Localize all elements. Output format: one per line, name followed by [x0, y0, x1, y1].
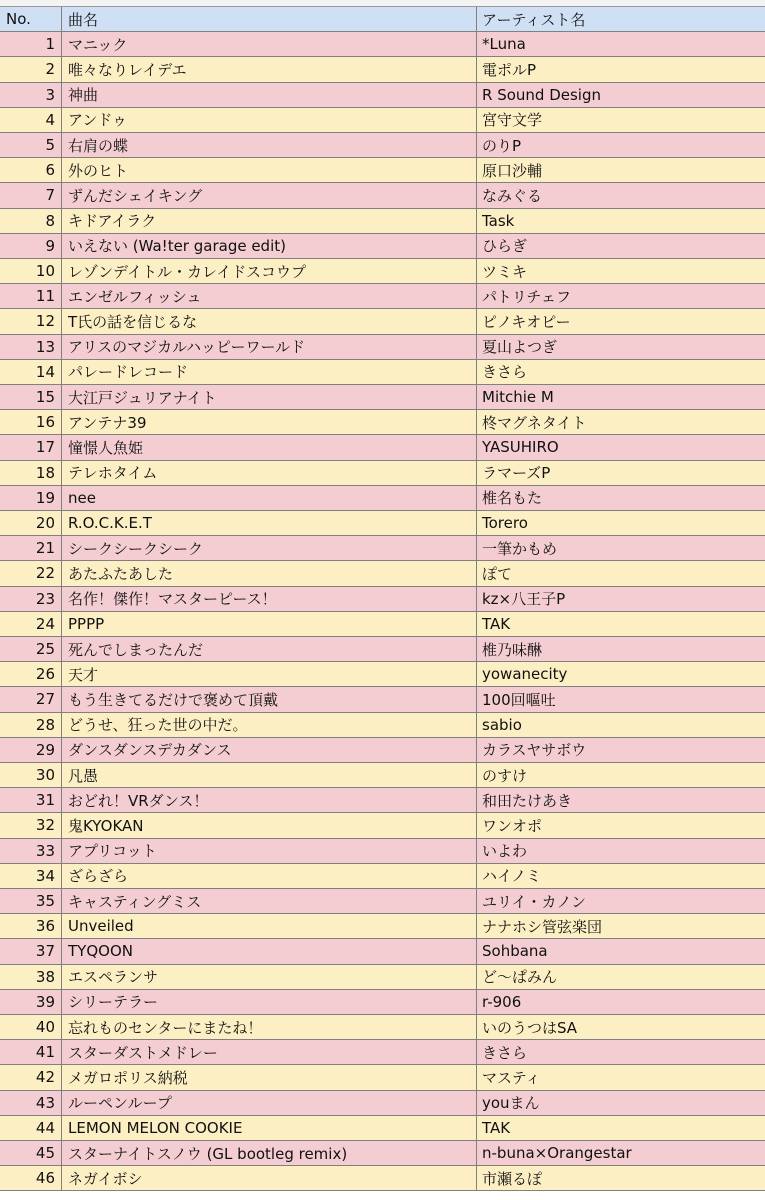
cell-title[interactable]: アリスのマジカルハッピーワールド	[62, 335, 477, 359]
table-row[interactable]	[0, 57, 765, 82]
cell-artist[interactable]: 椎乃味醂	[482, 640, 543, 659]
cell-artist[interactable]: ツミキ	[482, 262, 528, 281]
cell-title[interactable]: ネガイボシ	[62, 1166, 477, 1190]
table-row[interactable]	[0, 259, 765, 284]
cell-title[interactable]: 外のヒト	[62, 158, 477, 182]
cell-artist[interactable]: ナナホシ管弦楽団	[482, 917, 603, 936]
cell-no[interactable]: 12	[0, 309, 62, 333]
cell-artist[interactable]: ハイノミ	[482, 867, 542, 886]
table-row[interactable]	[0, 1166, 765, 1191]
cell-title[interactable]: 鬼KYOKAN	[62, 813, 477, 837]
cell-artist[interactable]: きさら	[482, 363, 528, 382]
cell-title[interactable]: アンドゥ	[62, 108, 477, 132]
cell-title[interactable]: レゾンデイトル・カレイドスコウプ	[62, 259, 477, 283]
table-row[interactable]	[0, 32, 765, 57]
cell-no[interactable]: 46	[0, 1166, 62, 1190]
cell-title[interactable]: 天才	[62, 662, 477, 686]
cell-no[interactable]: No.	[0, 7, 62, 31]
table-row[interactable]	[0, 1141, 765, 1166]
cell-artist[interactable]: いのうつはSA	[482, 1018, 578, 1037]
cell-artist[interactable]: ピノキオピー	[482, 312, 571, 331]
table-row[interactable]	[0, 183, 765, 208]
cell-title[interactable]: TYQOON	[62, 939, 477, 963]
cell-artist[interactable]: マスティ	[482, 1068, 541, 1087]
cell-no[interactable]: 3	[0, 83, 62, 107]
cell-no[interactable]: 21	[0, 536, 62, 560]
table-row[interactable]	[0, 839, 765, 864]
cell-artist[interactable]: ユリイ・カノン	[482, 892, 586, 911]
cell-no[interactable]: 30	[0, 763, 62, 787]
cell-title[interactable]: あたふたあした	[62, 561, 477, 585]
cell-artist[interactable]: R Sound Design	[482, 85, 601, 104]
table-row[interactable]	[0, 486, 765, 511]
table-row[interactable]	[0, 536, 765, 561]
cell-artist[interactable]: YASUHIRO	[482, 438, 559, 457]
cell-artist[interactable]: Mitchie M	[482, 388, 554, 407]
cell-title[interactable]: ざらざら	[62, 864, 477, 888]
cell-artist[interactable]: なみぐる	[482, 186, 543, 205]
cell-no[interactable]: 33	[0, 839, 62, 863]
table-row[interactable]	[0, 83, 765, 108]
cell-artist[interactable]: 電ポルP	[482, 60, 537, 79]
table-row[interactable]	[0, 158, 765, 183]
cell-artist[interactable]: youまん	[482, 1094, 540, 1113]
cell-title[interactable]: シークシークシーク	[62, 536, 477, 560]
cell-title[interactable]: 右肩の蝶	[62, 133, 477, 157]
sheet-top-edge	[0, 0, 765, 7]
table-row[interactable]	[0, 133, 765, 158]
table-row[interactable]	[0, 713, 765, 738]
cell-no[interactable]: 32	[0, 813, 62, 837]
header-row[interactable]	[0, 7, 765, 32]
cell-artist[interactable]: *Luna	[482, 35, 526, 54]
cell-title[interactable]: ダンスダンスデカダンス	[62, 738, 477, 762]
cell-artist[interactable]: 和田たけあき	[482, 791, 573, 810]
cell-title[interactable]: PPPP	[62, 612, 477, 636]
table-row[interactable]	[0, 108, 765, 133]
cell-artist[interactable]: きさら	[482, 1043, 528, 1062]
cell-no[interactable]: 26	[0, 662, 62, 686]
cell-no[interactable]: 38	[0, 965, 62, 989]
cell-artist[interactable]: 宮守文学	[482, 111, 543, 130]
cell-artist[interactable]: ど〜ぱみん	[482, 968, 558, 987]
table-row[interactable]	[0, 1065, 765, 1090]
cell-title[interactable]: スターナイトスノウ (GL bootleg remix)	[62, 1141, 477, 1165]
cell-title[interactable]: 凡愚	[62, 763, 477, 787]
table-row[interactable]	[0, 309, 765, 334]
table-row[interactable]	[0, 511, 765, 536]
table-row[interactable]	[0, 990, 765, 1015]
cell-title[interactable]: おどれ！VRダンス！	[62, 788, 477, 812]
cell-no[interactable]: 35	[0, 889, 62, 913]
table-row[interactable]	[0, 637, 765, 662]
cell-no[interactable]: 29	[0, 738, 62, 762]
cell-title[interactable]: パレードレコード	[62, 360, 477, 384]
cell-no[interactable]: 23	[0, 587, 62, 611]
cell-title[interactable]: どうせ、狂った世の中だ。	[62, 713, 477, 737]
table-row[interactable]	[0, 662, 765, 687]
cell-no[interactable]: 16	[0, 410, 62, 434]
cell-no[interactable]: 8	[0, 209, 62, 233]
cell-no[interactable]: 31	[0, 788, 62, 812]
cell-artist[interactable]: ワンオポ	[482, 816, 543, 835]
cell-no[interactable]: 37	[0, 939, 62, 963]
cell-artist[interactable]: 一筆かもめ	[482, 539, 558, 558]
cell-title[interactable]: いえない (Wa!ter garage edit)	[62, 234, 477, 258]
cell-artist[interactable]: yowanecity	[482, 665, 568, 684]
table-row[interactable]	[0, 612, 765, 637]
table-row[interactable]	[0, 864, 765, 889]
cell-artist[interactable]: 100回嘔吐	[482, 690, 556, 709]
cell-no[interactable]: 5	[0, 133, 62, 157]
table-row[interactable]	[0, 284, 765, 309]
cell-no[interactable]: 11	[0, 284, 62, 308]
cell-title[interactable]: エスペランサ	[62, 965, 477, 989]
cell-artist[interactable]: パトリチェフ	[482, 287, 571, 306]
cell-no[interactable]: 41	[0, 1040, 62, 1064]
cell-title[interactable]: nee	[62, 486, 477, 510]
cell-title[interactable]: 神曲	[62, 83, 477, 107]
table-row[interactable]	[0, 763, 765, 788]
cell-no[interactable]: 15	[0, 385, 62, 409]
cell-artist[interactable]: のりP	[482, 136, 522, 155]
cell-artist[interactable]: 原口沙輔	[482, 161, 543, 180]
cell-artist[interactable]: sabio	[482, 715, 522, 734]
cell-no[interactable]: 1	[0, 32, 62, 56]
cell-title[interactable]: シリーテラー	[62, 990, 477, 1014]
cell-artist[interactable]: r-906	[482, 992, 522, 1011]
cell-artist[interactable]: 椎名もた	[482, 489, 543, 508]
cell-artist[interactable]: のすけ	[482, 766, 528, 785]
cell-title[interactable]: スターダストメドレー	[62, 1040, 477, 1064]
cell-artist[interactable]: 柊マグネタイト	[482, 413, 587, 432]
cell-no[interactable]: 10	[0, 259, 62, 283]
table-row[interactable]	[0, 410, 765, 435]
cell-artist[interactable]: ラマーズP	[482, 464, 551, 483]
table-row[interactable]	[0, 335, 765, 360]
cell-no[interactable]: 34	[0, 864, 62, 888]
cell-no[interactable]: 28	[0, 713, 62, 737]
cell-artist[interactable]: Torero	[482, 514, 528, 533]
cell-title[interactable]: 忘れものセンターにまたね！	[62, 1015, 477, 1039]
cell-title[interactable]: キャスティングミス	[62, 889, 477, 913]
table-row[interactable]	[0, 234, 765, 259]
cell-title[interactable]: 名作！傑作！マスターピース！	[62, 587, 477, 611]
cell-no[interactable]: 9	[0, 234, 62, 258]
cell-title[interactable]: Unveiled	[62, 914, 477, 938]
cell-no[interactable]: 39	[0, 990, 62, 1014]
cell-title[interactable]: エンゼルフィッシュ	[62, 284, 477, 308]
cell-no[interactable]: 42	[0, 1065, 62, 1089]
table-row[interactable]	[0, 788, 765, 813]
cell-title[interactable]: アプリコット	[62, 839, 477, 863]
cell-title[interactable]: R.O.C.K.E.T	[62, 511, 477, 535]
cell-no[interactable]: 17	[0, 435, 62, 459]
table-row[interactable]	[0, 889, 765, 914]
cell-no[interactable]: 40	[0, 1015, 62, 1039]
table-row[interactable]	[0, 461, 765, 486]
table-row[interactable]	[0, 1040, 765, 1065]
table-row[interactable]	[0, 914, 765, 939]
cell-title[interactable]: テレホタイム	[62, 461, 477, 485]
cell-artist[interactable]: カラスヤサボウ	[482, 741, 587, 760]
table-row[interactable]	[0, 587, 765, 612]
cell-no[interactable]: 13	[0, 335, 62, 359]
cell-artist[interactable]: TAK	[482, 1118, 511, 1137]
table-row[interactable]	[0, 1091, 765, 1116]
cell-no[interactable]: 18	[0, 461, 62, 485]
cell-title[interactable]: ルーペンループ	[62, 1091, 477, 1115]
cell-no[interactable]: 20	[0, 511, 62, 535]
cell-title[interactable]: 憧憬人魚姫	[62, 435, 477, 459]
cell-no[interactable]: 4	[0, 108, 62, 132]
cell-title[interactable]: マニック	[62, 32, 477, 56]
cell-no[interactable]: 36	[0, 914, 62, 938]
table-row[interactable]	[0, 1015, 765, 1040]
cell-no[interactable]: 25	[0, 637, 62, 661]
table-row[interactable]	[0, 360, 765, 385]
table-row[interactable]	[0, 561, 765, 586]
cell-title[interactable]: LEMON MELON COOKIE	[62, 1116, 477, 1140]
table-row[interactable]	[0, 813, 765, 838]
cell-title[interactable]: 大江戸ジュリアナイト	[62, 385, 477, 409]
cell-no[interactable]: 24	[0, 612, 62, 636]
cell-title[interactable]: ずんだシェイキング	[62, 183, 477, 207]
table-row[interactable]	[0, 939, 765, 964]
cell-title[interactable]: アンテナ39	[62, 410, 477, 434]
cell-artist[interactable]: ぽて	[482, 564, 513, 583]
cell-no[interactable]: 27	[0, 687, 62, 711]
cell-title[interactable]: もう生きてるだけで褒めて頂戴	[62, 687, 477, 711]
table-row[interactable]	[0, 687, 765, 712]
cell-artist[interactable]: n-buna×Orangestar	[482, 1144, 632, 1163]
cell-title[interactable]: メガロポリス納税	[62, 1065, 477, 1089]
cell-artist[interactable]: Sohbana	[482, 942, 548, 961]
cell-no[interactable]: 14	[0, 360, 62, 384]
cell-no[interactable]: 19	[0, 486, 62, 510]
cell-title[interactable]: 曲名	[62, 7, 477, 31]
cell-artist[interactable]: Task	[482, 211, 515, 230]
cell-title[interactable]: T氏の話を信じるな	[62, 309, 477, 333]
cell-artist[interactable]: アーティスト名	[482, 10, 586, 29]
cell-artist[interactable]: TAK	[482, 614, 511, 633]
cell-artist[interactable]: 市瀬るぽ	[482, 1169, 543, 1188]
cell-no[interactable]: 6	[0, 158, 62, 182]
table-row[interactable]	[0, 385, 765, 410]
cell-no[interactable]: 43	[0, 1091, 62, 1115]
table-row[interactable]	[0, 1116, 765, 1141]
cell-title[interactable]: キドアイラク	[62, 209, 477, 233]
cell-artist[interactable]: kz×八王子P	[482, 590, 566, 609]
cell-title[interactable]: 唯々なりレイデエ	[62, 57, 477, 81]
cell-no[interactable]: 2	[0, 57, 62, 81]
cell-no[interactable]: 45	[0, 1141, 62, 1165]
cell-artist[interactable]: 夏山よつぎ	[482, 338, 558, 357]
table-row[interactable]	[0, 965, 765, 990]
table-row[interactable]	[0, 209, 765, 234]
cell-artist[interactable]: ひらぎ	[482, 237, 528, 256]
cell-title[interactable]: 死んでしまったんだ	[62, 637, 477, 661]
cell-no[interactable]: 22	[0, 561, 62, 585]
table-row[interactable]	[0, 435, 765, 460]
cell-no[interactable]: 7	[0, 183, 62, 207]
table-row[interactable]	[0, 738, 765, 763]
cell-artist[interactable]: いよわ	[482, 842, 528, 861]
cell-no[interactable]: 44	[0, 1116, 62, 1140]
